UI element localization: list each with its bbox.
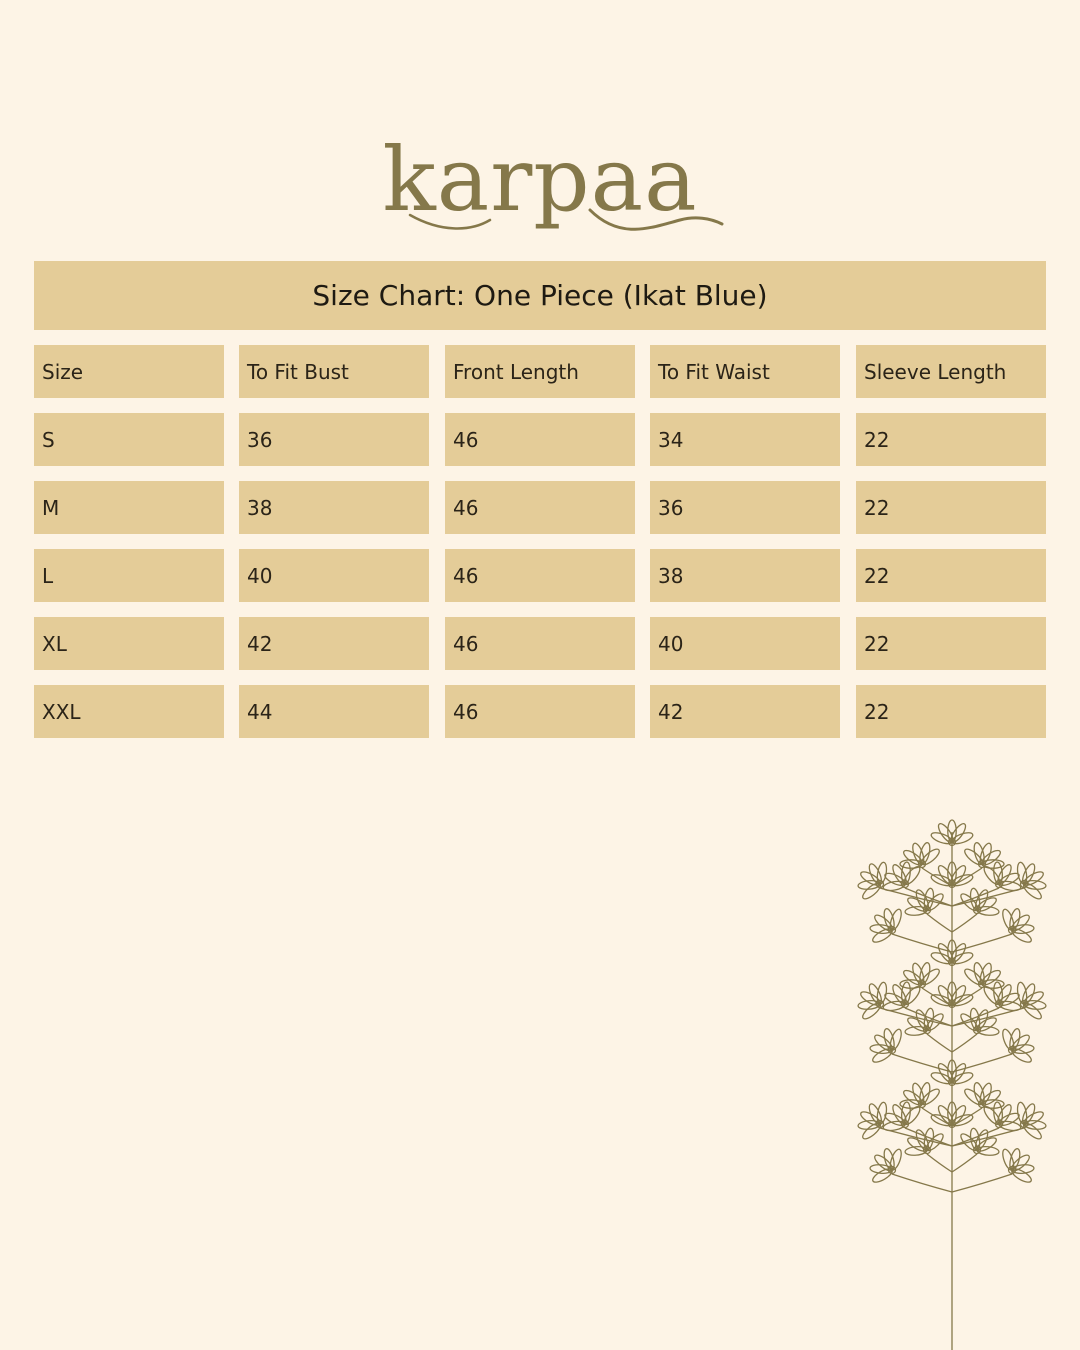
table-cell: 36 <box>650 481 840 534</box>
table-row <box>34 481 1046 534</box>
table-row <box>34 617 1046 670</box>
table-cell: 22 <box>856 549 1046 602</box>
logo-swash-icon <box>350 120 730 250</box>
table-cell: 22 <box>856 481 1046 534</box>
table-header-row <box>34 345 1046 398</box>
table-row <box>34 685 1046 738</box>
header-cell: Sleeve Length <box>856 345 1046 398</box>
table-cell: 46 <box>445 413 635 466</box>
table-cell: 22 <box>856 617 1046 670</box>
table-row <box>34 549 1046 602</box>
table-cell: XL <box>34 617 224 670</box>
size-chart-title: Size Chart: One Piece (Ikat Blue) <box>34 261 1046 330</box>
table-row <box>34 413 1046 466</box>
table-cell: S <box>34 413 224 466</box>
table-cell: 38 <box>239 481 429 534</box>
table-cell: 22 <box>856 413 1046 466</box>
table-cell: 40 <box>239 549 429 602</box>
header-cell: To Fit Waist <box>650 345 840 398</box>
table-cell: 46 <box>445 617 635 670</box>
table-cell: 42 <box>239 617 429 670</box>
table-cell: 22 <box>856 685 1046 738</box>
header-cell: Size <box>34 345 224 398</box>
table-cell: 38 <box>650 549 840 602</box>
table-cell: 46 <box>445 481 635 534</box>
table-cell: 44 <box>239 685 429 738</box>
brand-logo-text: karpaa <box>382 128 698 231</box>
header-cell: Front Length <box>445 345 635 398</box>
table-cell: 36 <box>239 413 429 466</box>
table-cell: 46 <box>445 549 635 602</box>
table-cell: L <box>34 549 224 602</box>
table-cell: 42 <box>650 685 840 738</box>
table-cell: 46 <box>445 685 635 738</box>
floral-tree-icon <box>852 812 1052 1350</box>
table-cell: 40 <box>650 617 840 670</box>
table-cell: 34 <box>650 413 840 466</box>
header-cell: To Fit Bust <box>239 345 429 398</box>
table-cell: XXL <box>34 685 224 738</box>
table-cell: M <box>34 481 224 534</box>
brand-logo <box>350 120 730 250</box>
